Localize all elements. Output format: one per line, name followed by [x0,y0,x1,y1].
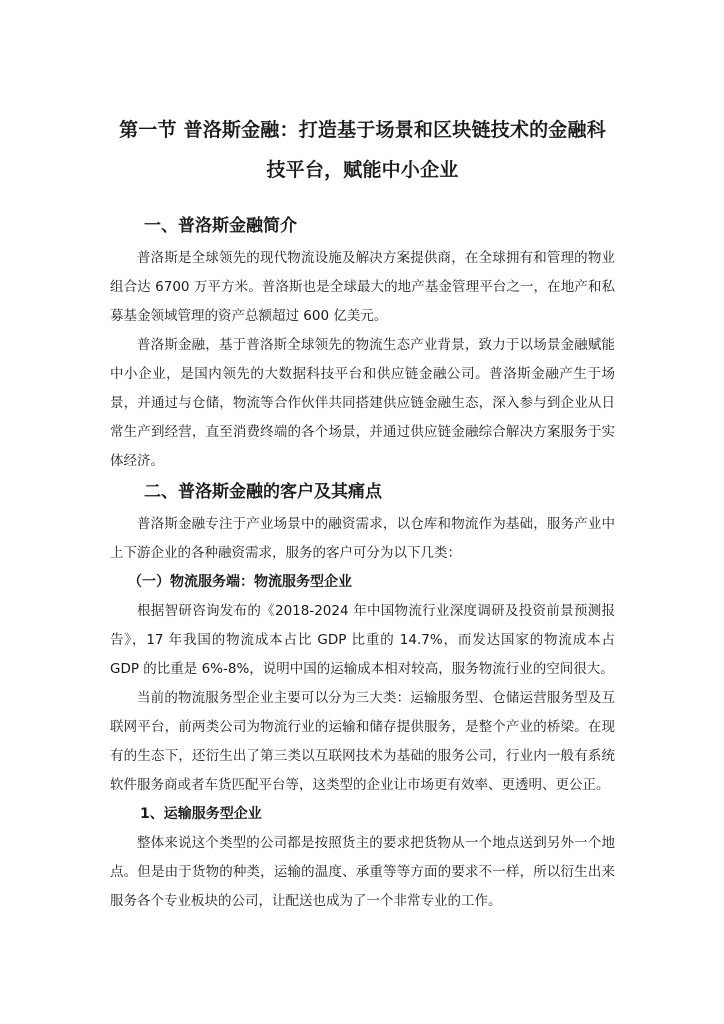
chapter-title [110,110,615,190]
subsection-1-paragraph-2: 当前的物流服务型企业主要可以分为三大类：运输服务型、仓储运营服务型及互联网平台，前两类公司为物流行业的运输和储存提供服务，是整个产业的桥梁。在现有的生态下，还衍生出了第三类以互联网技术为基础的服务公司，行业内一般有系统软件服务商或者车货匹配平台等，这类型的企业让市场更有效率、更透明、更公正。 [110,690,615,793]
section-1-heading: 一、普洛斯金融简介 [144,216,297,236]
section-2-intro: 普洛斯金融专注于产业场景中的融资需求，以仓库和物流作为基础，服务产业中上下游企业的各种融资需求，服务的客户可分为以下几类： [110,516,615,561]
section-1-paragraph-1: 普洛斯是全球领先的现代物流设施及解决方案提供商，在全球拥有和管理的物业组合达 6700 万平方米。普洛斯也是全球最大的地产基金管理平台之一，在地产和私募基金领域管理的资产总额超过 600 亿美元。 [110,250,615,324]
chapter-title-line-1: 第一节 普洛斯金融：打造基于场景和区块链技术的金融科 [119,119,606,141]
item-1-heading: 1、运输服务型企业 [140,806,262,822]
chapter-title-line-2: 技平台，赋能中小企业 [266,159,459,181]
section-2-heading: 二、普洛斯金融的客户及其痛点 [144,482,382,502]
section-1-paragraph-2: 普洛斯金融，基于普洛斯全球领先的物流生态产业背景，致力于以场景金融赋能中小企业，是国内领先的大数据科技平台和供应链金融公司。普洛斯金融产生于场景，并通过与仓储，物流等合作伙伴共同搭建供应链金融生态，深入参与到企业从日常生产到经营，直至消费终端的各个场景，并通过供应链金融综合解决方案服务于实体经济。 [110,337,615,469]
item-1-paragraph: 整体来说这个类型的公司都是按照货主的要求把货物从一个地点送到另外一个地点。但是由于货物的种类，运输的温度、承重等等方面的要求不一样，所以衍生出来服务各个专业板块的公司，让配送也成为了一个非常专业的工作。 [110,835,615,909]
subsection-1-heading: （一）物流服务端：物流服务型企业 [128,574,352,590]
document-page [110,110,615,916]
subsection-1-paragraph-1: 根据智研咨询发布的《2018-2024 年中国物流行业深度调研及投资前景预测报告》，17 年我国的物流成本占比 GDP 比重的 14.7%，而发达国家的物流成本占 GDP 的比重是 6%-8%，说明中国的运输成本相对较高，服务物流行业的空间很大。 [110,603,615,677]
